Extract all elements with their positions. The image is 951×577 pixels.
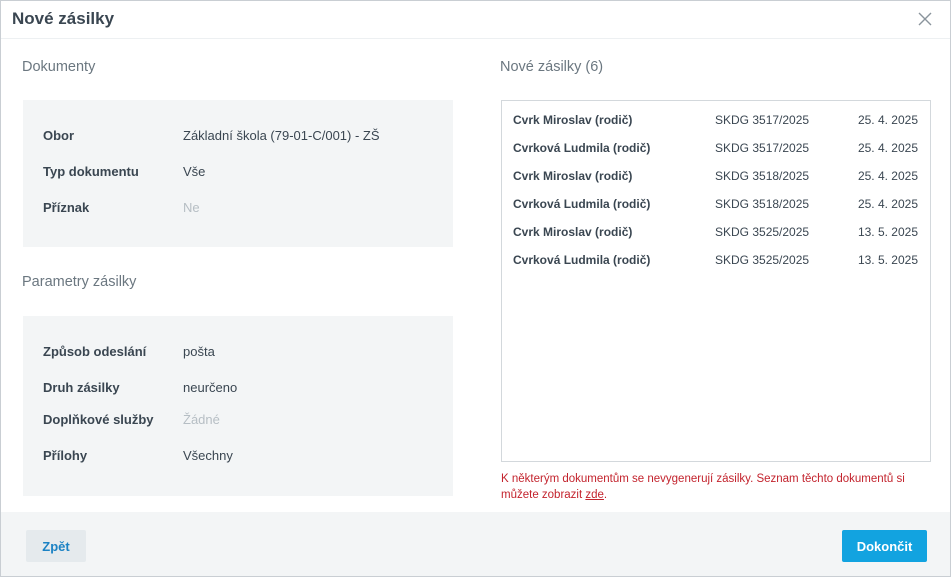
back-button[interactable]: Zpět (26, 530, 86, 562)
shipments-section-title: Nové zásilky (6) (500, 59, 604, 75)
documents-section-title: Dokumenty (22, 59, 96, 75)
document-date: 13. 5. 2025 (857, 225, 918, 239)
document-code: SKDG 3518/2025 (715, 197, 810, 211)
list-item[interactable] (502, 169, 930, 189)
field-value: Ne (183, 200, 200, 215)
document-code: SKDG 3517/2025 (715, 113, 810, 127)
list-item[interactable] (502, 225, 930, 245)
field-label: Typ dokumentu (43, 164, 139, 179)
document-code: SKDG 3525/2025 (715, 253, 810, 267)
field-value: Vše (183, 164, 206, 179)
list-item[interactable] (502, 197, 930, 217)
list-item[interactable] (502, 141, 930, 161)
field-label: Druh zásilky (43, 380, 120, 395)
finish-button[interactable]: Dokončit (842, 530, 927, 562)
dialog-footer (1, 512, 950, 576)
field-label: Příznak (43, 200, 90, 215)
document-date: 25. 4. 2025 (857, 141, 918, 155)
show-documents-link[interactable]: zde (585, 489, 604, 501)
document-code: SKDG 3517/2025 (715, 141, 810, 155)
field-label: Doplňkové služby (43, 412, 154, 427)
recipient-name: Cvrk Miroslav (rodič) (513, 169, 633, 183)
documents-panel (23, 100, 453, 247)
field-value: Všechny (183, 448, 233, 463)
list-item[interactable] (502, 253, 930, 273)
field-label: Obor (43, 128, 75, 143)
recipient-name: Cvrk Miroslav (rodič) (513, 113, 633, 127)
recipient-name: Cvrk Miroslav (rodič) (513, 225, 633, 239)
field-value: Základní škola (79-01-C/001) - ZŠ (183, 128, 380, 143)
warning-message (501, 471, 921, 503)
dialog-title: Nové zásilky (12, 9, 115, 28)
field-label: Způsob odeslání (43, 344, 147, 359)
close-icon[interactable] (916, 10, 934, 28)
shipments-list[interactable] (501, 100, 931, 462)
document-date: 13. 5. 2025 (857, 253, 918, 267)
document-date: 25. 4. 2025 (857, 169, 918, 183)
field-label: Přílohy (43, 448, 88, 463)
list-item[interactable] (502, 113, 930, 133)
warning-text: K některým dokumentům se nevygenerují zásilky. Seznam těchto dokumentů si můžete zobrazit (501, 473, 905, 501)
recipient-name: Cvrková Ludmila (rodič) (513, 141, 651, 155)
recipient-name: Cvrková Ludmila (rodič) (513, 197, 651, 211)
document-code: SKDG 3525/2025 (715, 225, 810, 239)
params-section-title: Parametry zásilky (22, 274, 137, 290)
field-value: pošta (183, 344, 215, 359)
dialog-header (1, 1, 950, 39)
warning-suffix: . (603, 489, 608, 501)
field-value: Žádné (183, 412, 220, 427)
document-date: 25. 4. 2025 (857, 113, 918, 127)
params-panel (23, 316, 453, 496)
field-value: neurčeno (183, 380, 238, 395)
document-date: 25. 4. 2025 (857, 197, 918, 211)
recipient-name: Cvrková Ludmila (rodič) (513, 253, 651, 267)
document-code: SKDG 3518/2025 (715, 169, 810, 183)
